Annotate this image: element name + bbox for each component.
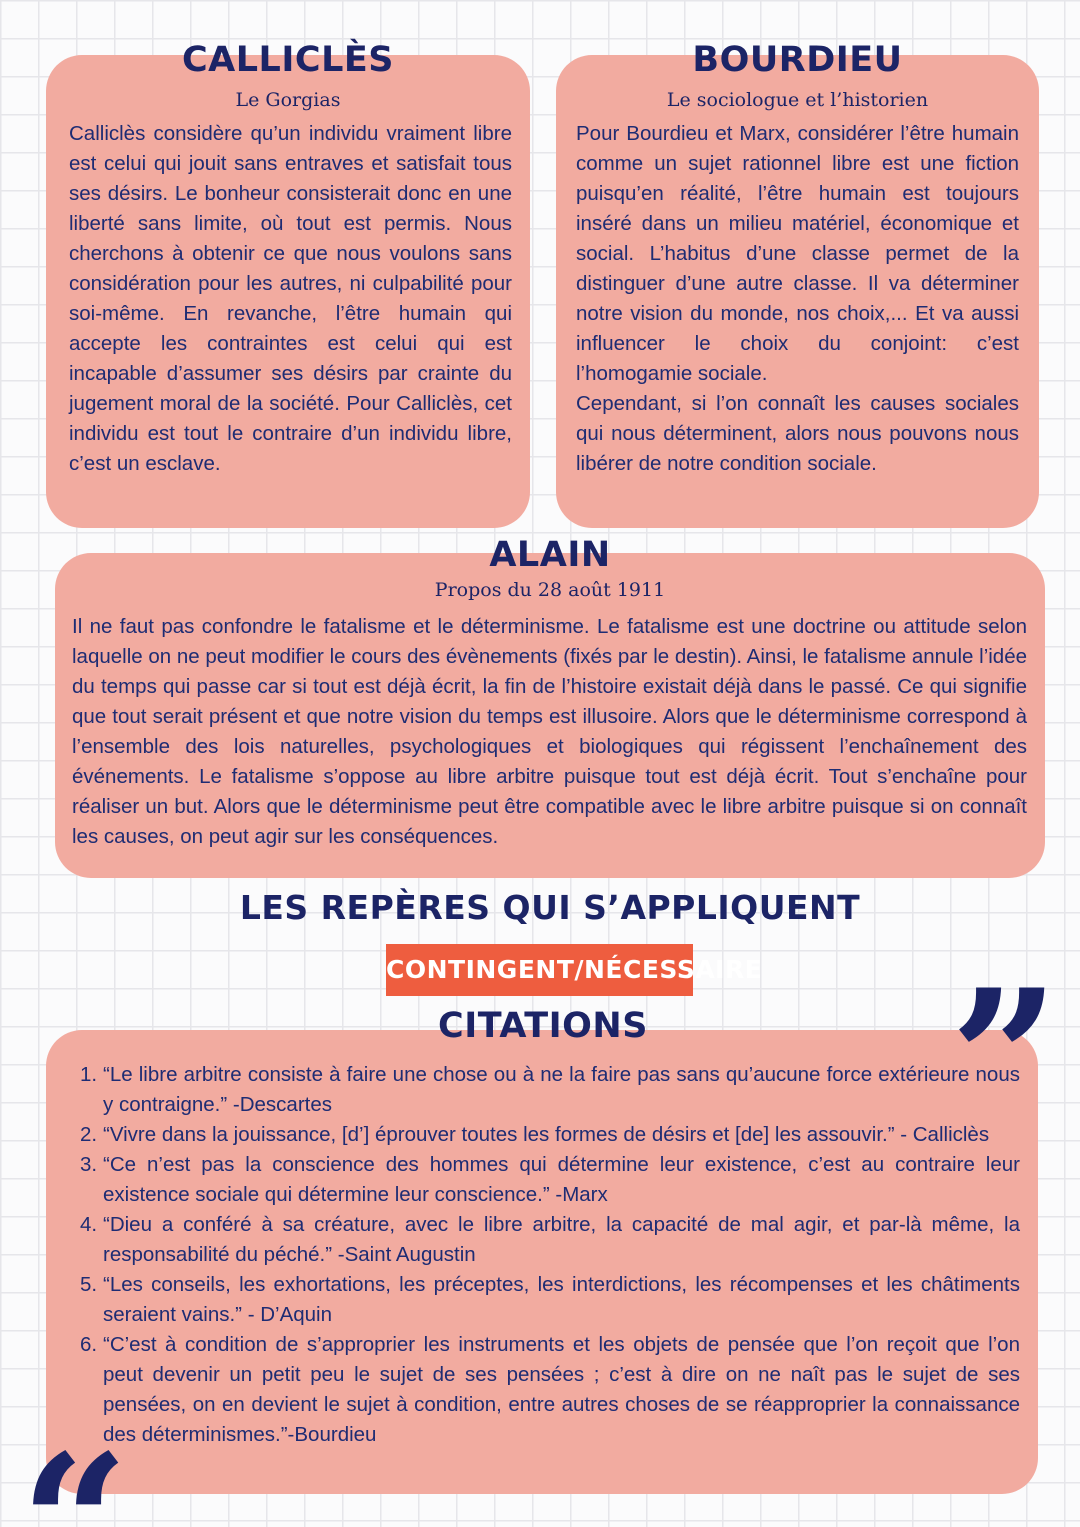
bourdieu-subtitle: Le sociologue et l’historien — [666, 89, 929, 111]
bourdieu-body — [576, 119, 1019, 479]
citation-item: 6. “C’est à condition de s’approprier les instruments et les objets de pensée que l’on reçoit que l’on peut devenir un petit peu le sujet de ses pensées ; c’est à dire on ne naît pas le sujet de ses pensées, on en devient le sujet à condition, entre autres choses de se réapproprier la connaissance des déterminismes.”-Bourdieu — [80, 1333, 1020, 1446]
citation-item: 4. “Dieu a conféré à sa créature, avec le libre arbitre, la capacité de mal agir, et par-là même, la responsabilité du péché.” -Saint Augustin — [80, 1213, 1020, 1266]
alain-title: ALAIN — [489, 535, 611, 575]
citations-title: CITATIONS — [438, 1006, 648, 1046]
close-quote-icon: ” — [950, 948, 1060, 1171]
alain-text: Il ne faut pas confondre le fatalisme et le déterminisme. Le fatalisme est une doctrine ou attitude selon laquelle on ne peut modifier le cours des évènements (fixés par le destin). Ainsi, le fatalisme annule l’idée du temps qui passe car si tout est déjà écrit, la fin de l’histoire existait déjà dans le passé. Ce qui signifie que tout serait présent et que notre vision du temps est illusoire. Alors que le déterminisme correspond à l’ensemble des lois naturelles, psychologiques et biologiques qui régissent l’enchaînement des événements. Le fatalisme s’oppose au libre arbitre puisque tout est déjà écrit. Tout s’enchaîne pour réaliser un but. Alors que le déterminisme peut être compatible avec le libre arbitre puisque si on connaît les causes, on peut agir sur les conséquences. — [72, 615, 1027, 848]
bourdieu-text: Pour Bourdieu et Marx, considérer l’être humain comme un sujet rationnel libre est une fiction puisqu’en réalité, l’être humain est toujours inséré dans un milieu matériel, économique et social. L’habitus d’une classe permet de la distinguer d’une autre classe. Il va déterminer notre vision du monde, nos choix,... Et va aussi influencer le choix du conjoint: c’est l’homogamie sociale. — [576, 122, 1019, 385]
callicles-text: Calliclès considère qu’un individu vraiment libre est celui qui jouit sans entraves et satisfait tous ses désirs. Le bonheur consisterait donc en une liberté sans limite, où tout est permis. Nous cherchons à obtenir ce que nous voulons sans considération pour les autres, ni culpabilité pour soi-même. En revanche, l’être humain qui accepte les contraintes est celui qui est incapable d’assumer ses désirs par crainte du jugement moral de la société. Pour Calliclès, cet individu est tout le contraire d’un individu libre, c’est un esclave. — [69, 122, 512, 475]
open-quote-icon: “ — [20, 1413, 130, 1527]
bourdieu-title: BOURDIEU — [692, 40, 903, 80]
callicles-subtitle: Le Gorgias — [235, 89, 341, 111]
alain-subtitle: Propos du 28 août 1911 — [434, 579, 666, 601]
citation-item: 2. “Vivre dans la jouissance, [d’] éprouver toutes les formes de désirs et [de] les assouvir.” - Calliclès — [80, 1123, 990, 1146]
citations-list — [80, 1060, 1020, 1450]
bourdieu-text-conclusion: Cependant, si l’on connaît les causes sociales qui nous déterminent, alors nous pouvons nous libérer de notre condition sociale. — [576, 392, 1019, 475]
citation-item: 5. “Les conseils, les exhortations, les préceptes, les interdictions, les récompenses et les châtiments seraient vains.” - D’Aquin — [80, 1273, 1020, 1326]
citation-item: 3. “Ce n’est pas la conscience des hommes qui détermine leur existence, c’est au contraire leur existence sociale qui détermine leur conscience.” -Marx — [80, 1153, 1020, 1206]
callicles-title: CALLICLÈS — [181, 40, 394, 80]
reperes-title: LES REPÈRES QUI S’APPLIQUENT — [239, 888, 861, 927]
citation-item: 1. “Le libre arbitre consiste à faire une chose ou à ne la faire pas sans qu’aucune force extérieure nous y contraigne.” -Descartes — [80, 1063, 1020, 1116]
reperes-badge: CONTINGENT/NÉCESSAIRE — [386, 944, 693, 996]
